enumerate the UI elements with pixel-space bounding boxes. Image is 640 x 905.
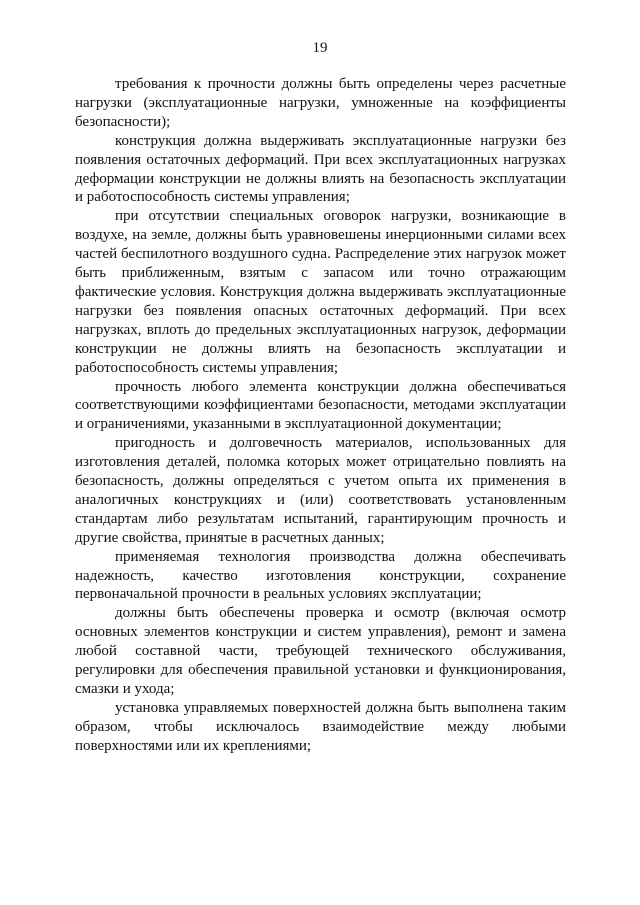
- paragraph-technology: применяемая технология производства должна обеспечивать надежность, качество изготовления конструкции, сохранение первоначальной прочности в реальных условиях эксплуатации;: [75, 548, 566, 603]
- paragraph-element-strength: прочность любого элемента конструкции должна обеспечиваться соответствующими коэффициентами безопасности, методами эксплуатации и ограничениями, указанными в эксплуатационной документации;: [75, 378, 566, 433]
- paragraph-strength-requirements: требования к прочности должны быть определены через расчетные нагрузки (эксплуатационные нагрузки, умноженные на коэффициенты безопасности);: [75, 76, 566, 130]
- paragraph-load-balance: при отсутствии специальных оговорок нагрузки, возникающие в воздухе, на земле, должны быть уравновешены инерционными силами всех частей беспилотного воздушного судна. Распределение этих нагрузок может быть приближенным, взятым с запасом или точно отражающим фактические условия. Конструкция должна выдерживать эксплуатационные нагрузки без появления опасных остаточных деформаций. При всех нагрузках, вплоть до предельных эксплуатационных нагрузок, деформации конструкции не должны влиять на безопасность эксплуатации и работоспособность системы управления;: [75, 208, 566, 376]
- page-number: 19: [312, 40, 328, 56]
- paragraph-materials: пригодность и долговечность материалов, использованных для изготовления деталей, поломка которых может отрицательно повлиять на безопасность, должны определяться с учетом опыта их применения в аналогичных конструкциях и (или) соответствовать установленным стандартам либо результатам испытаний, гарантирующим прочность и другие свойства, принятые в расчетных данных;: [75, 435, 566, 546]
- paragraph-control-surfaces: установка управляемых поверхностей должна быть выполнена таким образом, чтобы исключалось взаимодействие между любыми поверхностями или их креплениями;: [75, 699, 566, 754]
- document-body: [75, 75, 566, 756]
- paragraph-inspection: должны быть обеспечены проверка и осмотр (включая осмотр основных элементов конструкции и систем управления), ремонт и замена любой составной части, требующей технического обслуживания, регулировки для обеспечения правильной установки и функционирования, смазки и ухода;: [75, 605, 566, 697]
- paragraph-operational-loads: конструкция должна выдерживать эксплуатационные нагрузки без появления остаточных деформаций. При всех эксплуатационных нагрузках деформации конструкции не должны влиять на безопасность эксплуатации и работоспособность системы управления;: [75, 132, 566, 206]
